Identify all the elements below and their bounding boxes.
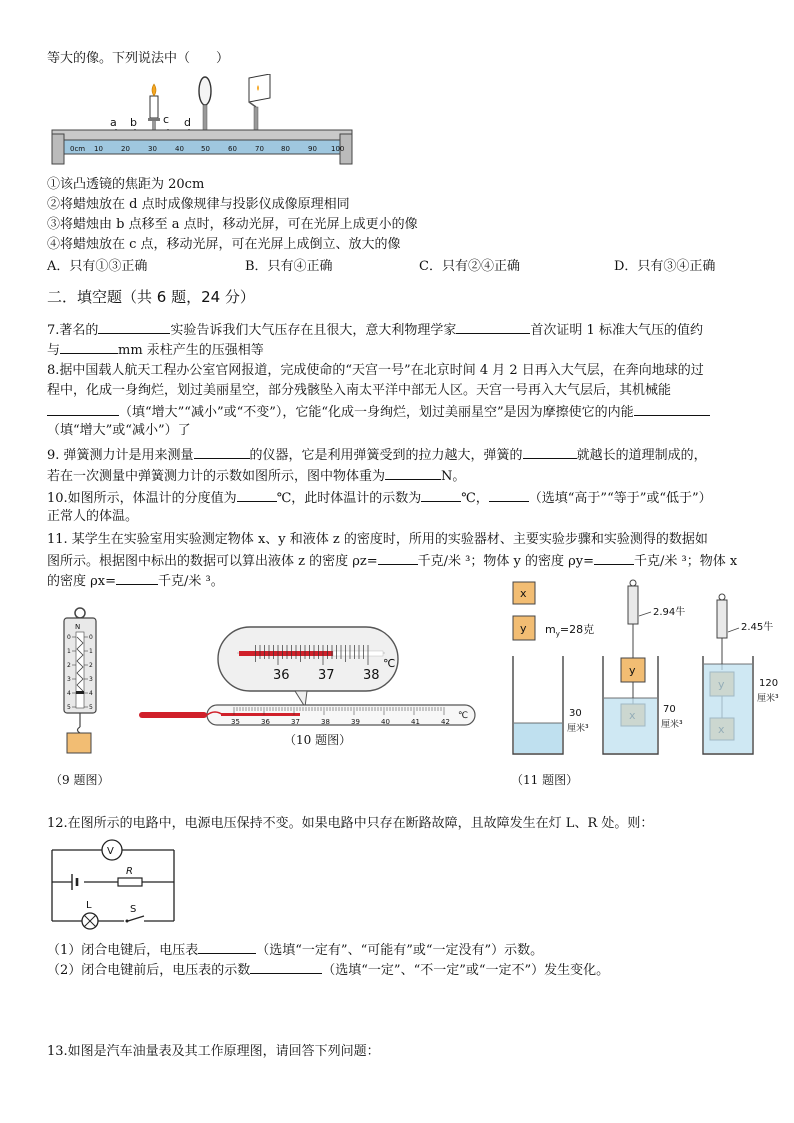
fig11-caption: （11 题图） (511, 773, 579, 787)
svg-text:90: 90 (308, 145, 317, 153)
spring-scale-top-label: N (75, 623, 81, 631)
q6-statement-4: ④将蜡烛放在 c 点，移动光屏，可在光屏上成倒立、放大的像 (47, 237, 401, 252)
q6-statement-2: ②将蜡烛放在 d 点时成像规律与投影仪成像原理相同 (47, 197, 350, 212)
volume-3-unit: 厘米³ (757, 694, 779, 704)
q6-option-c[interactable]: C．只有②④正确 (419, 259, 520, 274)
volume-1-unit: 厘米³ (567, 724, 589, 734)
q9-blank-3[interactable] (385, 466, 441, 480)
svg-text:40: 40 (381, 718, 390, 726)
svg-text:1: 1 (89, 648, 93, 655)
q9-line2: 若在一次测量中弹簧测力计的示数如图所示，图中物体重为 N。 (47, 466, 465, 486)
lens-icon (199, 77, 211, 130)
zoom-label-36: 36 (273, 668, 290, 683)
q6-intro: 等大的像。下列说法中（ ） (47, 51, 230, 66)
svg-text:2: 2 (67, 662, 71, 669)
zoom-unit: ℃ (383, 657, 396, 670)
q6-option-d[interactable]: D．只有③④正确 (614, 259, 716, 274)
q8-blank-1[interactable] (47, 402, 119, 416)
fig10-caption: （10 题图） (284, 733, 352, 747)
q10-line1: 10.如图所示，体温计的分度值为 ℃，此时体温计的示数为 ℃， （选填“高于”“等于”或“低于”） (47, 488, 712, 508)
box-x-label: x (520, 587, 527, 600)
q11-line3: 的密度 ρx= 千克/米 ³。 (47, 571, 224, 591)
thermometer-unit: ℃ (458, 711, 469, 721)
svg-text:42: 42 (441, 718, 450, 726)
q8-line4: （填“增大”或“减小”）了 (47, 423, 191, 438)
svg-text:70: 70 (255, 145, 264, 153)
q7-blank-2[interactable] (456, 320, 530, 334)
q7-line1: 7.著名的 实验告诉我们大气压存在且很大，意大利物理学家 首次证明 1 标准大气压的值约 (47, 320, 703, 340)
fig9-caption: （9 题图） (50, 773, 110, 787)
section-title: 二．填空题（共 6 题，24 分） (47, 288, 255, 306)
mass-y-label: $m_y=28$克 (545, 623, 595, 638)
switch-label: S (130, 904, 137, 915)
q7-line2: 与 mm 汞柱产生的压强相等 (47, 340, 264, 360)
volume-3: 120 (759, 678, 779, 689)
q6-statement-1: ①该凸透镜的焦距为 20cm (47, 177, 205, 192)
resistor-label: R (126, 866, 133, 877)
svg-text:2: 2 (89, 662, 93, 669)
q12-sub1: （1）闭合电键后，电压表 （选填“一定有”、“可能有”或“一定没有”）示数。 (47, 940, 543, 960)
q10-blank-1[interactable] (237, 488, 277, 502)
q12-stem: 12.在图所示的电路中，电源电压保持不变。如果电路中只存在断路故障，且故障发生在灯 L、R 处。则： (47, 816, 654, 831)
thermometer-figure (135, 625, 480, 730)
svg-text:3: 3 (89, 676, 93, 683)
svg-text:40: 40 (175, 145, 184, 153)
svg-text:37: 37 (291, 718, 300, 726)
voltmeter-label: V (107, 846, 114, 857)
bench-point-b: b (130, 116, 137, 129)
svg-text:4: 4 (67, 690, 71, 697)
svg-text:1: 1 (67, 648, 71, 655)
svg-text:5: 5 (89, 704, 93, 711)
q6-statement-3: ③将蜡烛由 b 点移至 a 点时，移动光屏，可在光屏上成更小的像 (47, 217, 418, 232)
bench-point-c: c (163, 113, 170, 126)
svg-text:80: 80 (281, 145, 290, 153)
zoom-label-37: 37 (318, 668, 335, 683)
svg-text:0: 0 (89, 634, 93, 641)
circuit-diagram (46, 838, 181, 933)
bench-point-d: d (184, 116, 191, 129)
q11-line2: 图所示。根据图中标出的数据可以算出液体 z 的密度 ρz= 千克/米 ³；物体 y 的密度 ρy= 千克/米 ³；物体 x (47, 551, 737, 571)
svg-text:30: 30 (148, 145, 157, 153)
switch-icon (126, 920, 129, 923)
svg-text:20: 20 (121, 145, 130, 153)
svg-text:0cm: 0cm (70, 145, 86, 153)
q7-blank-1[interactable] (98, 320, 170, 334)
q9-blank-2[interactable] (523, 445, 577, 459)
q10-line2: 正常人的体温。 (47, 509, 139, 524)
q10-blank-2[interactable] (421, 488, 461, 502)
svg-text:60: 60 (228, 145, 237, 153)
svg-text:100: 100 (331, 145, 345, 153)
q11-blank-3[interactable] (116, 571, 158, 585)
box-y-label: y (520, 622, 527, 635)
svg-text:4: 4 (89, 690, 93, 697)
svg-text:41: 41 (411, 718, 420, 726)
volume-2: 70 (663, 704, 676, 715)
lamp-label: L (86, 900, 92, 911)
volume-2-unit: 厘米³ (661, 720, 683, 730)
q8-line2: 程中，化成一身绚烂，划过美丽星空，部分残骸坠入南太平洋中部无人区。天宫一号再入大气层后，其机械能 (47, 383, 672, 398)
svg-text:0: 0 (67, 634, 71, 641)
svg-text:5: 5 (67, 704, 71, 711)
q8-line3: （填“增大”“减小”或“不变”），它能“化成一身绚烂，划过美丽星空”是因为摩擦使它的内能 (47, 402, 710, 422)
spring-scale-figure (55, 605, 105, 755)
svg-text:39: 39 (351, 718, 360, 726)
volume-1: 30 (569, 708, 582, 719)
svg-text:38: 38 (321, 718, 330, 726)
q8-line1: 8.据中国载人航天工程办公室官网报道，完成使命的“天宫一号”在北京时间 4 月 2 日再入大气层，在奔向地球的过 (47, 363, 704, 378)
q11-line1: 11. 某学生在实验室用实验测定物体 x、y 和液体 z 的密度时，所用的实验器材、主要实验步骤和实验测得的数据如 (47, 532, 708, 547)
svg-text:3: 3 (67, 676, 71, 683)
density-experiment-figure (503, 578, 793, 768)
bench-point-a: a (110, 116, 117, 129)
q6-option-a[interactable]: A．只有①③正确 (47, 259, 148, 274)
q7-blank-3[interactable] (60, 340, 118, 354)
q9-line1: 9. 弹簧测力计是用来测量 的仪器，它是利用弹簧受到的拉力越大，弹簧的 就越长的道理制成的， (47, 445, 707, 465)
q11-blank-1[interactable] (378, 551, 418, 565)
q8-blank-2[interactable] (634, 402, 710, 416)
resistor-icon (118, 878, 142, 886)
q9-blank-1[interactable] (194, 445, 250, 459)
q12-blank-2[interactable] (250, 960, 322, 974)
candle-icon (148, 84, 160, 130)
q6-option-b[interactable]: B．只有④正确 (245, 259, 333, 274)
q12-sub2: （2）闭合电键前后，电压表的示数 （选填“一定”、“不一定”或“一定不”）发生变化。 (47, 960, 609, 980)
svg-text:36: 36 (261, 718, 270, 726)
q12-blank-1[interactable] (198, 940, 256, 954)
force-2: 2.45牛 (741, 622, 774, 633)
svg-text:y: y (629, 664, 636, 677)
q10-blank-3[interactable] (489, 488, 529, 502)
q13-stem: 13.如图是汽车油量表及其工作原理图，请回答下列问题： (47, 1044, 380, 1059)
light-screen-icon (249, 74, 270, 130)
svg-text:10: 10 (94, 145, 103, 153)
q11-blank-2[interactable] (594, 551, 634, 565)
zoom-label-38: 38 (363, 668, 380, 683)
optical-bench-figure (44, 74, 364, 174)
svg-text:35: 35 (231, 718, 240, 726)
svg-text:50: 50 (201, 145, 210, 153)
force-1: 2.94牛 (653, 607, 686, 618)
